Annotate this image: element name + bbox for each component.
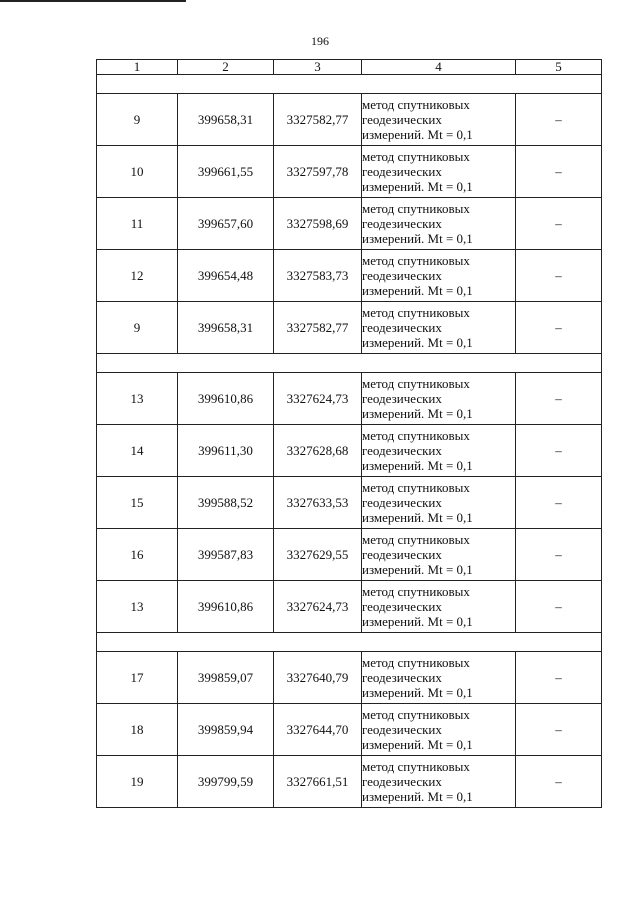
y-coordinate-cell: 3327582,77 [274, 94, 362, 146]
method-line: измерений. Mt = 0,1 [362, 510, 473, 525]
method-cell [362, 198, 516, 250]
method-line: измерений. Mt = 0,1 [362, 406, 473, 421]
point-number-cell: 17 [97, 652, 178, 704]
x-coordinate-cell: 399657,60 [178, 198, 274, 250]
method-cell [362, 529, 516, 581]
group-separator-cell [97, 354, 602, 373]
method-line: метод спутниковых [362, 201, 470, 216]
x-coordinate-cell: 399610,86 [178, 581, 274, 633]
method-line: метод спутниковых [362, 707, 470, 722]
method-line: метод спутниковых [362, 97, 470, 112]
remark-cell: – [516, 146, 602, 198]
page-number: 196 [311, 34, 329, 48]
header-row [97, 60, 602, 75]
group-separator-row [97, 633, 602, 652]
method-cell [362, 425, 516, 477]
remark-cell: – [516, 94, 602, 146]
method-line: измерений. Mt = 0,1 [362, 127, 473, 142]
point-number-cell: 19 [97, 756, 178, 808]
group-separator-cell [97, 75, 602, 94]
method-line: метод спутниковых [362, 584, 470, 599]
column-header: 2 [178, 60, 274, 75]
method-line: геодезических [362, 391, 442, 406]
table-row [97, 146, 602, 198]
remark-cell: – [516, 581, 602, 633]
point-number-cell: 18 [97, 704, 178, 756]
method-line: геодезических [362, 599, 442, 614]
table-row [97, 250, 602, 302]
x-coordinate-cell: 399588,52 [178, 477, 274, 529]
method-line: метод спутниковых [362, 759, 470, 774]
x-coordinate-cell: 399587,83 [178, 529, 274, 581]
column-header: 3 [274, 60, 362, 75]
column-header: 1 [97, 60, 178, 75]
group-separator-row [97, 75, 602, 94]
method-line: метод спутниковых [362, 149, 470, 164]
y-coordinate-cell: 3327597,78 [274, 146, 362, 198]
point-number-cell: 12 [97, 250, 178, 302]
remark-cell: – [516, 477, 602, 529]
table-row [97, 477, 602, 529]
remark-cell: – [516, 704, 602, 756]
table-row [97, 652, 602, 704]
table-row [97, 302, 602, 354]
y-coordinate-cell: 3327628,68 [274, 425, 362, 477]
method-line: геодезических [362, 164, 442, 179]
method-cell [362, 146, 516, 198]
method-line: метод спутниковых [362, 305, 470, 320]
method-line: геодезических [362, 774, 442, 789]
top-rule [0, 0, 186, 2]
point-number-cell: 9 [97, 302, 178, 354]
method-line: измерений. Mt = 0,1 [362, 737, 473, 752]
method-line: метод спутниковых [362, 376, 470, 391]
method-cell [362, 94, 516, 146]
x-coordinate-cell: 399654,48 [178, 250, 274, 302]
method-line: измерений. Mt = 0,1 [362, 562, 473, 577]
remark-cell: – [516, 373, 602, 425]
method-line: геодезических [362, 443, 442, 458]
remark-cell: – [516, 756, 602, 808]
method-line: метод спутниковых [362, 253, 470, 268]
table-row [97, 425, 602, 477]
x-coordinate-cell: 399658,31 [178, 94, 274, 146]
method-line: измерений. Mt = 0,1 [362, 335, 473, 350]
table-row [97, 94, 602, 146]
method-line: метод спутниковых [362, 532, 470, 547]
method-line: измерений. Mt = 0,1 [362, 231, 473, 246]
method-cell [362, 250, 516, 302]
method-cell [362, 756, 516, 808]
method-line: измерений. Mt = 0,1 [362, 179, 473, 194]
x-coordinate-cell: 399611,30 [178, 425, 274, 477]
point-number-cell: 16 [97, 529, 178, 581]
y-coordinate-cell: 3327633,53 [274, 477, 362, 529]
column-header: 5 [516, 60, 602, 75]
x-coordinate-cell: 399610,86 [178, 373, 274, 425]
group-separator-row [97, 354, 602, 373]
method-line: измерений. Mt = 0,1 [362, 614, 473, 629]
method-line: геодезических [362, 268, 442, 283]
y-coordinate-cell: 3327640,79 [274, 652, 362, 704]
x-coordinate-cell: 399658,31 [178, 302, 274, 354]
point-number-cell: 14 [97, 425, 178, 477]
remark-cell: – [516, 425, 602, 477]
x-coordinate-cell: 399859,94 [178, 704, 274, 756]
coordinates-table [96, 59, 602, 808]
method-line: геодезических [362, 547, 442, 562]
method-cell [362, 581, 516, 633]
method-cell [362, 652, 516, 704]
method-cell [362, 302, 516, 354]
remark-cell: – [516, 652, 602, 704]
remark-cell: – [516, 529, 602, 581]
x-coordinate-cell: 399859,07 [178, 652, 274, 704]
y-coordinate-cell: 3327624,73 [274, 373, 362, 425]
method-line: геодезических [362, 216, 442, 231]
method-line: геодезических [362, 320, 442, 335]
table-row [97, 198, 602, 250]
column-header: 4 [362, 60, 516, 75]
point-number-cell: 15 [97, 477, 178, 529]
y-coordinate-cell: 3327582,77 [274, 302, 362, 354]
method-cell [362, 704, 516, 756]
point-number-cell: 11 [97, 198, 178, 250]
method-cell [362, 373, 516, 425]
x-coordinate-cell: 399799,59 [178, 756, 274, 808]
method-line: геодезических [362, 670, 442, 685]
method-line: геодезических [362, 495, 442, 510]
y-coordinate-cell: 3327661,51 [274, 756, 362, 808]
table-row [97, 529, 602, 581]
method-line: геодезических [362, 722, 442, 737]
y-coordinate-cell: 3327629,55 [274, 529, 362, 581]
group-separator-cell [97, 633, 602, 652]
table-body [97, 60, 602, 808]
method-line: измерений. Mt = 0,1 [362, 789, 473, 804]
table-row [97, 581, 602, 633]
y-coordinate-cell: 3327598,69 [274, 198, 362, 250]
method-line: метод спутниковых [362, 428, 470, 443]
table-row [97, 704, 602, 756]
method-line: метод спутниковых [362, 655, 470, 670]
table-row [97, 373, 602, 425]
remark-cell: – [516, 198, 602, 250]
y-coordinate-cell: 3327583,73 [274, 250, 362, 302]
point-number-cell: 9 [97, 94, 178, 146]
method-line: геодезических [362, 112, 442, 127]
method-line: измерений. Mt = 0,1 [362, 685, 473, 700]
y-coordinate-cell: 3327624,73 [274, 581, 362, 633]
point-number-cell: 10 [97, 146, 178, 198]
method-line: метод спутниковых [362, 480, 470, 495]
table-row [97, 756, 602, 808]
point-number-cell: 13 [97, 581, 178, 633]
remark-cell: – [516, 250, 602, 302]
remark-cell: – [516, 302, 602, 354]
method-line: измерений. Mt = 0,1 [362, 283, 473, 298]
method-line: измерений. Mt = 0,1 [362, 458, 473, 473]
y-coordinate-cell: 3327644,70 [274, 704, 362, 756]
point-number-cell: 13 [97, 373, 178, 425]
x-coordinate-cell: 399661,55 [178, 146, 274, 198]
method-cell [362, 477, 516, 529]
